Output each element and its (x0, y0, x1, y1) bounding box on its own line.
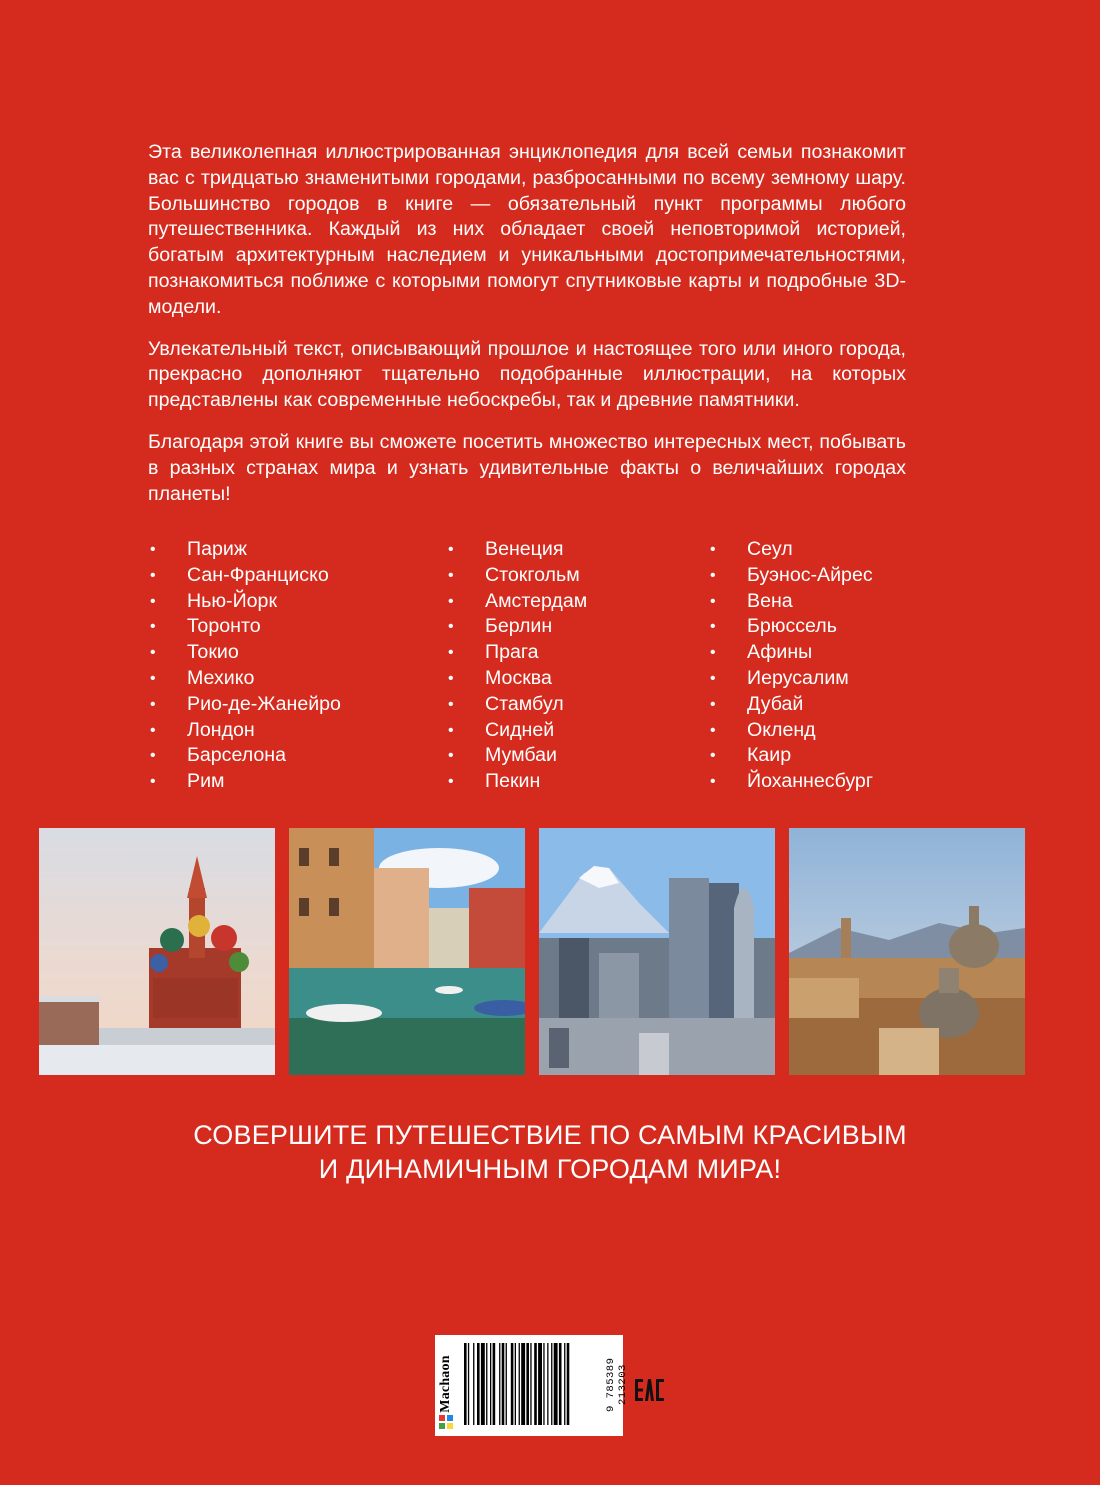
city-item: • Париж (150, 537, 448, 563)
barcode-bar (547, 1343, 548, 1425)
barcode-bar (559, 1343, 562, 1425)
isbn-barcode (435, 1335, 629, 1436)
city-list-column-3 (710, 537, 873, 795)
city-item: • Брюссель (710, 614, 873, 640)
city-item: • Сеул (710, 537, 873, 563)
barcode-bar (511, 1343, 514, 1425)
city-item: • Барселона (150, 743, 448, 769)
city-item: • Прага (448, 640, 710, 666)
barcode-bar (493, 1343, 496, 1425)
city-item: • Йоханнесбург (710, 769, 873, 795)
isbn-number: 9 785389 213203 (605, 1357, 629, 1413)
city-item: • Иерусалим (710, 666, 873, 692)
city-list-column-2 (448, 537, 710, 795)
barcode-bar (530, 1343, 531, 1425)
slogan (0, 1118, 1100, 1186)
tokyo-photo (539, 828, 775, 1075)
barcode-bar (490, 1343, 491, 1425)
barcode-bar (502, 1343, 505, 1425)
slogan-line-1: СОВЕРШИТЕ ПУТЕШЕСТВИЕ ПО САМЫМ КРАСИВЫМ (193, 1120, 907, 1150)
city-item: • Афины (710, 640, 873, 666)
eac-certification-mark (634, 1378, 666, 1402)
city-item: • Москва (448, 666, 710, 692)
city-item: • Нью-Йорк (150, 589, 448, 615)
barcode-bar (554, 1343, 558, 1425)
city-item: • Стамбул (448, 692, 710, 718)
intro-paragraph-2: Увлекательный текст, описывающий прошлое и настоящее того или иного города, прекрасно дополняют тщательно подобранные иллюстрации, на которых представлены как современные небоскребы, так и древние памятники. (148, 337, 906, 412)
barcode-bar (538, 1343, 542, 1425)
intro-paragraph-3: Благодаря этой книге вы сможете посетить множество интересных мест, побывать в разных странах мира и узнать удивительные факты о величайших городах планеты! (148, 430, 906, 505)
city-item: • Окленд (710, 718, 873, 744)
barcode-bar (543, 1343, 544, 1425)
city-item: • Лондон (150, 718, 448, 744)
city-item: • Рим (150, 769, 448, 795)
venice-photo (289, 828, 525, 1075)
rome-photo (789, 828, 1025, 1075)
barcode-bar (534, 1343, 537, 1425)
publisher-logo-icon (439, 1415, 453, 1429)
barcode-bar (521, 1343, 525, 1425)
city-item: • Дубай (710, 692, 873, 718)
city-item: • Вена (710, 589, 873, 615)
city-item: • Амстердам (448, 589, 710, 615)
barcode-bar (564, 1343, 565, 1425)
barcode-bar (477, 1343, 480, 1425)
city-item: • Стокгольм (448, 563, 710, 589)
city-item: • Каир (710, 743, 873, 769)
barcode-bar (486, 1343, 487, 1425)
city-list-column-1 (150, 537, 448, 795)
barcode-bar (499, 1343, 500, 1425)
city-item: • Берлин (448, 614, 710, 640)
city-item: • Мумбаи (448, 743, 710, 769)
city-item: • Мехико (150, 666, 448, 692)
barcode-bar (481, 1343, 485, 1425)
city-list (150, 537, 950, 795)
barcode-bar (526, 1343, 529, 1425)
barcode-bar (551, 1343, 552, 1425)
barcode-bar (473, 1343, 474, 1425)
intro-paragraph-1: Эта великолепная иллюстрированная энциклопедия для всей семьи познакомит вас с тридцатью знаменитыми городами, разбросанными по всему земному шару. Большинство городов в книге — обязательный пункт программы любого путешественника. Каждый из них обладает своей неповторимой историей, богатым архитектурным наследием и уникальными достопримечательностями, познакомиться поближе с которыми помогут спутниковые карты и подробные 3D-модели. (148, 141, 906, 318)
city-item: • Сан-Франциско (150, 563, 448, 589)
moscow-photo (39, 828, 275, 1075)
publisher-name: Machaon (438, 1355, 453, 1413)
barcode-bar (506, 1343, 507, 1425)
barcode-bar (468, 1343, 469, 1425)
barcode-bar (519, 1343, 520, 1425)
publisher-logo (436, 1339, 458, 1432)
barcode-bar (515, 1343, 516, 1425)
city-item: • Пекин (448, 769, 710, 795)
city-photos (39, 828, 1025, 1075)
city-item: • Венеция (448, 537, 710, 563)
barcode-bar (567, 1343, 570, 1425)
city-item: • Токио (150, 640, 448, 666)
city-item: • Рио-де-Жанейро (150, 692, 448, 718)
barcode-bars (464, 1343, 604, 1425)
city-item: • Буэнос-Айрес (710, 563, 873, 589)
city-item: • Сидней (448, 718, 710, 744)
description-text (148, 140, 906, 523)
barcode-bar (464, 1343, 467, 1425)
slogan-line-2: И ДИНАМИЧНЫМ ГОРОДАМ МИРА! (318, 1154, 782, 1184)
city-item: • Торонто (150, 614, 448, 640)
